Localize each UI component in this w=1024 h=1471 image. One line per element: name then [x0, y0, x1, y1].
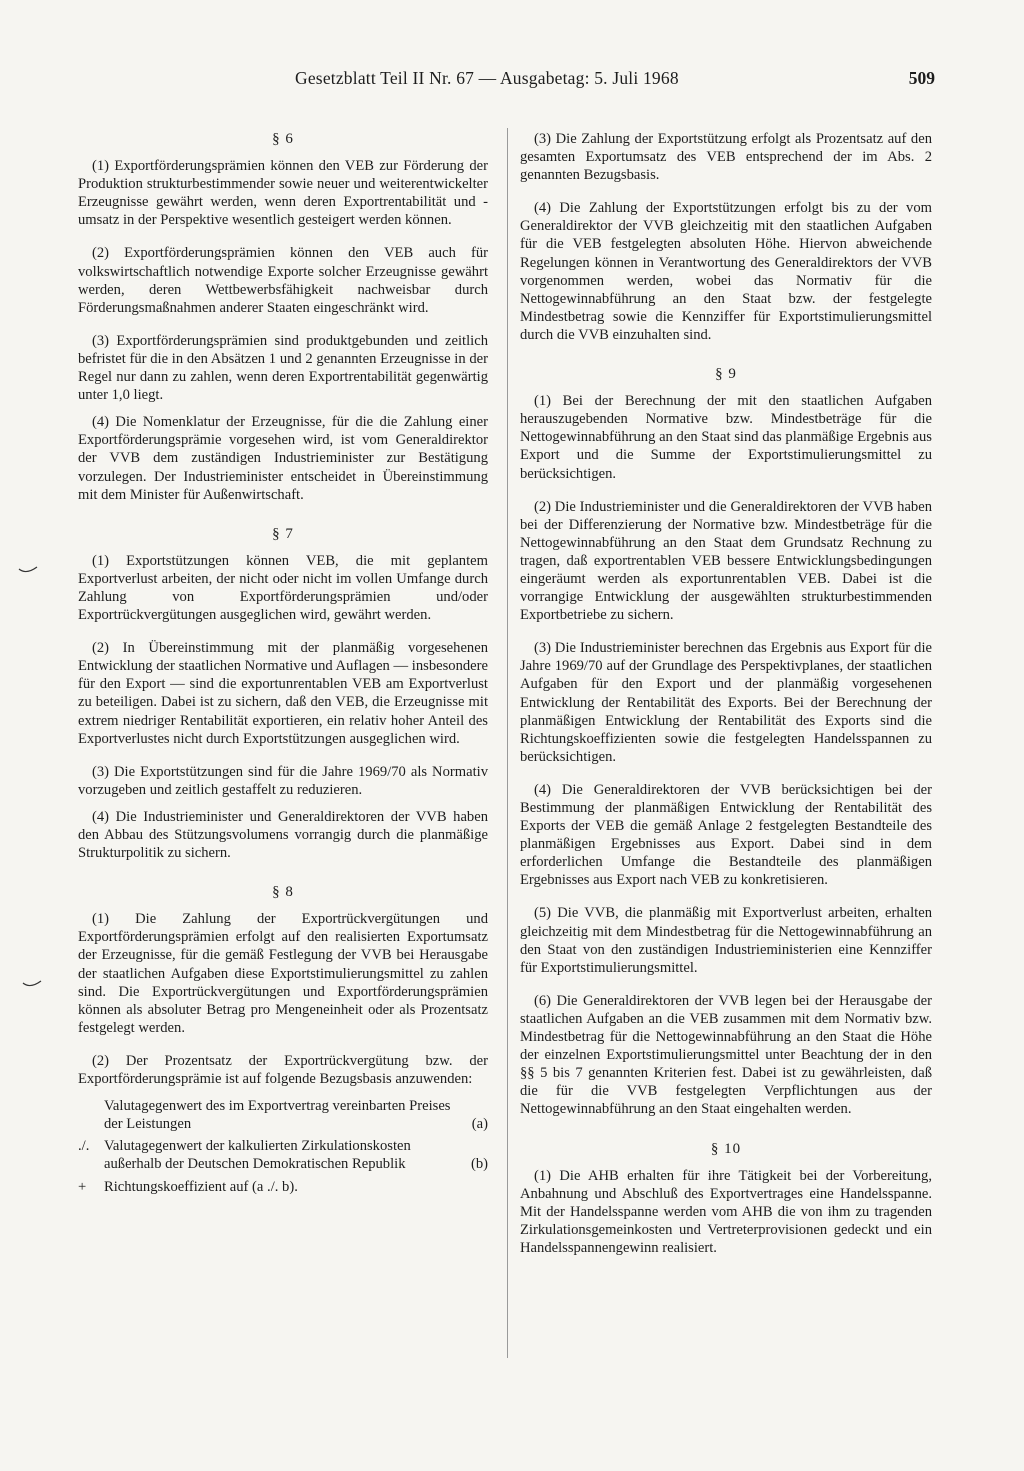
- page-number: 509: [908, 68, 935, 88]
- plus-symbol: +: [78, 1178, 87, 1195]
- formula-line: [78, 1097, 488, 1133]
- paragraph: (1) Die Zahlung der Exportrückvergütungen und Exportförderungsprämien erfolgt auf den realisierten Exportumsatz der Erzeugnisse, für die gemäß Festlegung der VVB bei Herausgabe der staatlichen Aufgaben diese Exportstimulierungsmittel zu zahlen sind. Die Exportrückvergütungen und Exportförderungsprämien können als absoluter Betrag pro Mengeneinheit oder als Prozentsatz festgelegt werden.: [78, 911, 488, 1036]
- column-divider: [507, 128, 508, 1358]
- gazette-title: Gesetzblatt Teil II Nr. 67 — Ausgabetag: 5. Juli 1968: [295, 68, 679, 88]
- formula-text: Richtungskoeffizient auf (a ./. b).: [104, 1178, 298, 1195]
- section-heading: § 7: [272, 525, 294, 542]
- formula-text: Valutagegenwert der kalkulierten Zirkulationskosten außerhalb der Deutschen Demokratischen Republik: [104, 1138, 411, 1173]
- paragraph: (4) Die Industrieminister und Generaldirektoren der VVB haben den Abbau des Stützungsvolumens vorrangig durch die planmäßige Strukturpolitik zu sichern.: [78, 808, 488, 862]
- paragraph: (1) Exportförderungsprämien können den VEB zur Förderung der Produktion strukturbestimmender sowie neuer und weiterentwickelter Erzeugnisse gewährt werden, wenn deren Exportrentabilität und -umsatz in der Perspektive wesentlich gesteigert werden können.: [78, 158, 488, 229]
- section-heading: § 10: [710, 1140, 742, 1157]
- paragraph: (3) Exportförderungsprämien sind produktgebunden und zeitlich befristet für die in den Absätzen 1 und 2 genannten Erzeugnisse in der Regel nur dann zu zahlen, wenn deren Exportrentabilität gegenwärtig unter 1,0 liegt.: [78, 332, 488, 404]
- formula-line: [78, 1137, 488, 1173]
- paragraph: (3) Die Zahlung der Exportstützung erfolgt als Prozentsatz auf den gesamten Exportumsatz des VEB entsprechend der im Abs. 2 genannten Bezugsbasis.: [520, 131, 932, 184]
- paragraph: (1) Die AHB erhalten für ihre Tätigkeit bei der Vorbereitung, Anbahnung und Abschluß des Exportvertrages eine Handelsspanne. Mit der Handelsspanne werden vom AHB die von ihm zu tragenden Zirkulationsgemeinkosten und Vertreterprovisionen gedeckt und ein Handelsspannengewinn realisiert.: [520, 1167, 932, 1256]
- paragraph: (1) Bei der Berechnung der mit den staatlichen Aufgaben herauszugebenden Normative bzw. Mindestbeträge für die Nettogewinnabführung an den Staat sind das planmäßige Ergebnis aus Export und die Summe der Exportstimulierungsmittel zu berücksichtigen.: [520, 393, 932, 482]
- minus-symbol: ./.: [78, 1138, 90, 1155]
- margin-mark: [18, 566, 38, 576]
- paragraph: (3) Die Exportstützungen sind für die Jahre 1969/70 als Normativ vorzugeben und zeitlich gestaffelt zu reduzieren.: [78, 763, 488, 798]
- paragraph: (2) Die Industrieminister und die Generaldirektoren der VVB haben bei der Differenzierung der Normative bzw. Mindestbeträge für die Nettogewinnabführung an den Staat dem Grundsatz Rechnung zu tragen, daß exportrentablen VEB bessere Entwicklungsbedingungen eingeräumt werden als exportunrentablen VEB. Dabei ist die vorrangige Entwicklung der ausgewählten strukturbestimmenden Exportbetriebe zu sichern.: [520, 498, 932, 624]
- left-column: [78, 130, 488, 1200]
- page-header: [295, 68, 935, 102]
- paragraph: (1) Exportstützungen können VEB, die mit geplantem Exportverlust arbeiten, der nicht oder nicht im vollen Umfange durch Zahlung von Exportförderungsprämien und/oder Exportrückvergütungen ausgeglichen wird, gewährt werden.: [78, 552, 488, 624]
- paragraph: (4) Die Zahlung der Exportstützungen erfolgt bis zu der vom Generaldirektor der VVB gleichzeitig mit den staatlichen Aufgaben für die VEB festgelegten absoluten Höhe. Hiervon abweichende Regelungen können in Verantwortung des Generaldirektors der VVB vorgenommen werden, wobei das Normativ für die Nettogewinnabführung an den Staat bzw. der festgelegte Mindestbetrag sowie die Kennziffer für Exportstimulierungsmittel durch die VVB einzuhalten sind.: [520, 200, 932, 343]
- paragraph: (5) Die VVB, die planmäßig mit Exportverlust arbeiten, erhalten gleichzeitig mit dem Mindestbetrag für die Nettogewinnabführung an den Staat von den zuständigen Industrieministerien eine Kennziffer für Exportstimulierungsmittel.: [520, 905, 932, 976]
- paragraph: (2) Exportförderungsprämien können den VEB auch für volkswirtschaftlich notwendige Exporte solcher Erzeugnisse gewährt werden, deren Wettbewerbsfähigkeit nachweisbar durch Förderungsmaßnahmen anderer Staaten eingeschränkt wird.: [78, 245, 488, 316]
- formula-tag: (b): [470, 1156, 488, 1173]
- margin-mark: [22, 980, 42, 990]
- section-heading: § 6: [272, 131, 294, 147]
- formula-tag: (a): [471, 1116, 488, 1133]
- paragraph: (6) Die Generaldirektoren der VVB legen bei der Herausgabe der staatlichen Aufgaben an die VEB zusammen mit dem Normativ bzw. Mindestbetrag für die Nettogewinnabführung an den Staat die Höhe der einzelnen Exportstimulierungsmittel unter Beachtung der in den §§ 5 bis 7 genannten Kriterien fest. Dabei ist zu gewährleisten, daß die für die VVB festgelegten Verpflichtungen aus der Nettogewinnabführung an den Staat eingehalten werden.: [520, 992, 932, 1118]
- section-heading: § 8: [272, 884, 294, 901]
- right-column: [520, 130, 932, 1266]
- section-heading: § 9: [715, 366, 737, 383]
- formula-text: Valutagegenwert des im Exportvertrag vereinbarten Preises der Leistungen: [104, 1098, 451, 1133]
- paragraph: (4) Die Generaldirektoren der VVB berücksichtigen bei der Bestimmung der planmäßigen Entwicklung der Rentabilität des Exports der VEB die gemäß Anlage 2 festgelegten Bestandteile des planmäßigen Ergebnisses aus Export. Dabei sind in dem erforderlichen Umfange die Bestandteile des planmäßigen Ergebnisses aus Export nach VEB zu konkretisieren.: [520, 781, 932, 889]
- paragraph: (3) Die Industrieminister berechnen das Ergebnis aus Export für die Jahre 1969/70 auf der Grundlage des Perspektivplanes, der staatlichen Aufgaben für den Export und der planmäßig vorgesehenen Entwicklung der Rentabilität des Exports. Bei der Berechnung der planmäßigen Entwicklung der Rentabilität des Exports sind die Richtungskoeffizienten sowie die festgelegten Handelsspannen zu berücksichtigen.: [520, 640, 932, 765]
- paragraph: (2) In Übereinstimmung mit der planmäßig vorgesehenen Entwicklung der staatlichen Normative und Auflagen — insbesondere für den Export — sind die exportunrentablen VEB am Exportverlust zu beteiligen. Dabei ist zu sichern, daß den VEB, die Erzeugnisse mit extrem niedriger Rentabilität exportieren, ein relativ hoher Anteil des Exportverlustes nicht durch Exportstützungen ausgeglichen wird.: [78, 640, 488, 747]
- paragraph: (2) Der Prozentsatz der Exportrückvergütung bzw. der Exportförderungsprämie ist auf folgende Bezugsbasis anzuwenden:: [78, 1052, 488, 1088]
- paragraph: (4) Die Nomenklatur der Erzeugnisse, für die die Zahlung einer Exportförderungsprämie vorgesehen wird, ist vom Generaldirektor der VVB dem zuständigen Industrieminister zur Bestätigung vorzulegen. Der Industrieminister entscheidet in Übereinstimmung mit dem Minister für Außenwirtschaft.: [78, 414, 488, 503]
- formula-line: [78, 1178, 488, 1196]
